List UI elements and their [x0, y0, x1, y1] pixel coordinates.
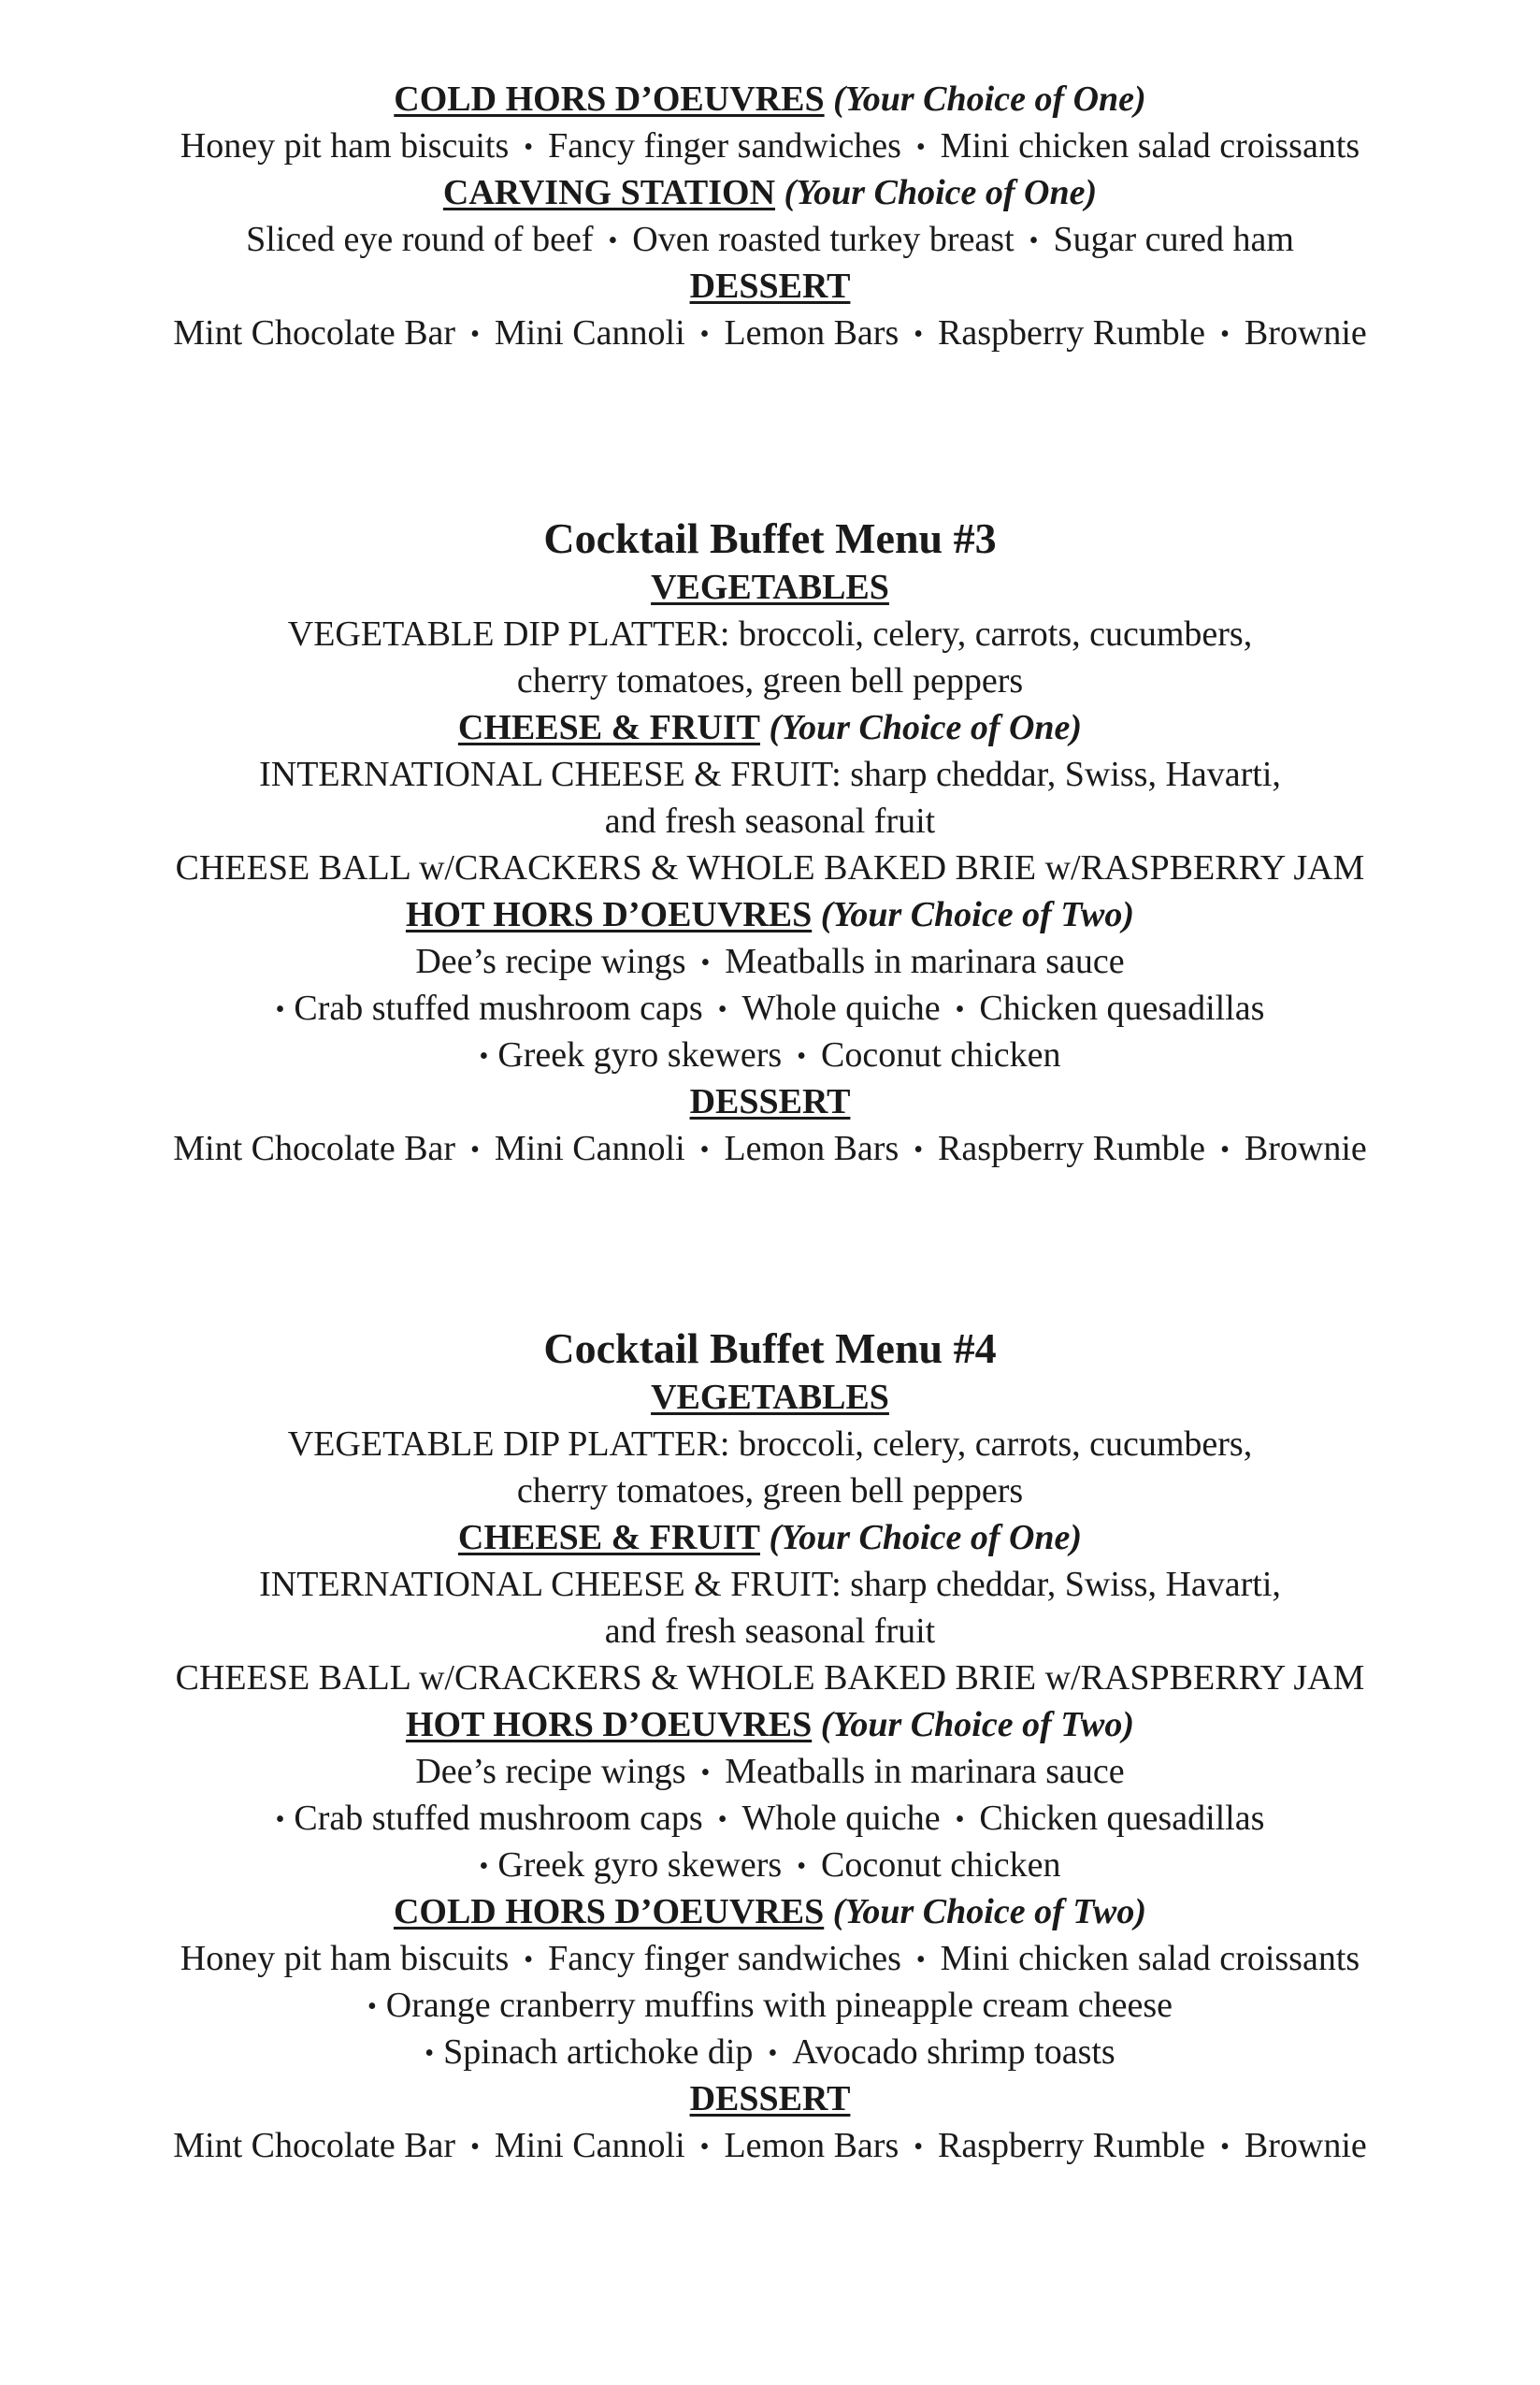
- bullet-icon: •: [717, 1805, 727, 1834]
- menu-item: Mini chicken salad croissants: [940, 1939, 1360, 1978]
- bullet-icon: •: [914, 320, 924, 349]
- bullet-icon: •: [479, 1042, 489, 1071]
- cheese-fruit-line: and fresh seasonal fruit: [604, 802, 936, 841]
- menu-item: Coconut chicken: [821, 1845, 1061, 1885]
- carving-items-row: [0, 217, 1540, 264]
- menu-3-title: Cocktail Buffet Menu #3: [543, 514, 997, 562]
- menu-item: Chicken quesadillas: [979, 989, 1265, 1028]
- menu-item: Honey pit ham biscuits: [180, 126, 510, 166]
- menu-item: Mint Chocolate Bar: [173, 2126, 456, 2165]
- hot-hors-items-row: [0, 986, 1540, 1033]
- dessert-items-row: [0, 311, 1540, 357]
- hot-hors-items-row: [0, 1843, 1540, 1889]
- bullet-icon: •: [1029, 226, 1039, 255]
- bullet-icon: •: [524, 1945, 534, 1974]
- bullet-icon: •: [524, 133, 534, 162]
- hot-hors-items-row: [0, 1033, 1540, 1079]
- section-heading: CHEESE & FRUIT: [457, 708, 760, 747]
- section-heading: DESSERT: [689, 267, 851, 306]
- bullet-icon: •: [914, 1135, 924, 1164]
- bullet-icon: •: [367, 1992, 377, 2021]
- menu-item: Lemon Bars: [724, 313, 900, 353]
- choice-note: (Your Choice of One): [769, 708, 1083, 747]
- menu-item: Whole quiche: [741, 989, 941, 1028]
- bullet-icon: •: [797, 1852, 807, 1881]
- menu-item: Raspberry Rumble: [938, 1129, 1206, 1168]
- menu-item: Spinach artichoke dip: [443, 2032, 754, 2072]
- menu-item: Sliced eye round of beef: [246, 220, 594, 259]
- menu-item: Chicken quesadillas: [979, 1799, 1265, 1838]
- menu-item: Meatballs in marinara sauce: [725, 1752, 1125, 1791]
- choice-note: (Your Choice of Two): [820, 1705, 1135, 1744]
- menu-item: Sugar cured ham: [1053, 220, 1294, 259]
- bullet-icon: •: [914, 2132, 924, 2161]
- menu-item: Meatballs in marinara sauce: [725, 942, 1125, 981]
- cheese-fruit-line: and fresh seasonal fruit: [604, 1612, 936, 1651]
- dessert-heading-row: [0, 264, 1540, 309]
- choice-note: (Your Choice of One): [833, 80, 1146, 119]
- vegetables-line: cherry tomatoes, green bell peppers: [516, 661, 1024, 701]
- bullet-icon: •: [1220, 1135, 1230, 1164]
- section-heading: CHEESE & FRUIT: [457, 1518, 760, 1557]
- menu-item: Crab stuffed mushroom caps: [294, 989, 703, 1028]
- bullet-icon: •: [275, 995, 285, 1024]
- menu-item: Mini Cannoli: [494, 313, 685, 353]
- bullet-icon: •: [699, 320, 710, 349]
- hot-hors-items-row: [0, 939, 1540, 986]
- cheese-fruit-heading-row: [0, 705, 1540, 750]
- bullet-icon: •: [470, 320, 480, 349]
- section-heading: COLD HORS D’OEUVRES: [394, 80, 825, 119]
- bullet-icon: •: [700, 1758, 711, 1787]
- bullet-icon: •: [955, 995, 965, 1024]
- menu-item: Dee’s recipe wings: [415, 1752, 686, 1791]
- menu-item: Greek gyro skewers: [497, 1035, 783, 1075]
- section-heading: HOT HORS D’OEUVRES: [405, 1705, 813, 1744]
- section-heading: VEGETABLES: [651, 568, 889, 607]
- bullet-icon: •: [275, 1805, 285, 1834]
- choice-note: (Your Choice of Two): [832, 1892, 1147, 1931]
- bullet-icon: •: [608, 226, 618, 255]
- menu-item: Raspberry Rumble: [938, 2126, 1206, 2165]
- menu-item: Crab stuffed mushroom caps: [294, 1799, 703, 1838]
- bullet-icon: •: [768, 2039, 778, 2068]
- section-heading: HOT HORS D’OEUVRES: [405, 895, 813, 934]
- menu-item: Oven roasted turkey breast: [632, 220, 1015, 259]
- menu-item: Lemon Bars: [724, 1129, 900, 1168]
- dessert-heading-row: [0, 2076, 1540, 2121]
- bullet-icon: •: [470, 1135, 480, 1164]
- menu-item: Dee’s recipe wings: [415, 942, 686, 981]
- section-heading: CARVING STATION: [442, 173, 776, 212]
- section-heading: COLD HORS D’OEUVRES: [393, 1892, 825, 1931]
- cold-hors-items-row: [0, 1983, 1540, 2030]
- menu-item: Orange cranberry muffins with pineapple cream cheese: [385, 1986, 1173, 2025]
- cold-hors-items-row: [0, 123, 1540, 170]
- bullet-icon: •: [425, 2039, 435, 2068]
- menu-item: Lemon Bars: [724, 2126, 900, 2165]
- menu-item: Brownie: [1244, 1129, 1367, 1168]
- carving-heading-row: [0, 170, 1540, 215]
- vegetables-line: VEGETABLE DIP PLATTER: broccoli, celery, carrots, cucumbers,: [287, 614, 1253, 654]
- vegetables-line: cherry tomatoes, green bell peppers: [516, 1471, 1024, 1510]
- section-heading: VEGETABLES: [651, 1378, 889, 1417]
- bullet-icon: •: [699, 2132, 710, 2161]
- menu-item: Brownie: [1244, 313, 1367, 353]
- hot-hors-heading-row: [0, 1702, 1540, 1747]
- menu-item: Honey pit ham biscuits: [180, 1939, 510, 1978]
- menu-item: Mint Chocolate Bar: [173, 1129, 456, 1168]
- bullet-icon: •: [470, 2132, 480, 2161]
- bullet-icon: •: [915, 133, 926, 162]
- choice-note: (Your Choice of One): [784, 173, 1098, 212]
- bullet-icon: •: [700, 948, 711, 977]
- menu-item: Coconut chicken: [821, 1035, 1061, 1075]
- menu-item: Avocado shrimp toasts: [792, 2032, 1115, 2072]
- bullet-icon: •: [717, 995, 727, 1024]
- bullet-icon: •: [915, 1945, 926, 1974]
- cold-hors-items-row: [0, 1936, 1540, 1983]
- bullet-icon: •: [1220, 320, 1230, 349]
- menu-item: Raspberry Rumble: [938, 313, 1206, 353]
- cheese-fruit-line: INTERNATIONAL CHEESE & FRUIT: sharp cheddar, Swiss, Havarti,: [259, 1565, 1281, 1604]
- menu-item: Mini chicken salad croissants: [940, 126, 1360, 166]
- cheese-fruit-line: CHEESE BALL w/CRACKERS & WHOLE BAKED BRIE w/RASPBERRY JAM: [175, 1658, 1365, 1698]
- section-heading: DESSERT: [689, 1082, 851, 1121]
- vegetables-heading-row: [0, 565, 1540, 610]
- choice-note: (Your Choice of One): [769, 1518, 1083, 1557]
- menu-item: Mint Chocolate Bar: [173, 313, 456, 353]
- hot-hors-items-row: [0, 1749, 1540, 1796]
- section-heading: DESSERT: [689, 2079, 851, 2118]
- menu-4-title: Cocktail Buffet Menu #4: [543, 1324, 997, 1372]
- menu-item: Mini Cannoli: [494, 2126, 685, 2165]
- cold-hors-items-row: [0, 2030, 1540, 2076]
- hot-hors-items-row: [0, 1796, 1540, 1843]
- bullet-icon: •: [797, 1042, 807, 1071]
- menu-item: Greek gyro skewers: [497, 1845, 783, 1885]
- bullet-icon: •: [699, 1135, 710, 1164]
- choice-note: (Your Choice of Two): [820, 895, 1135, 934]
- cheese-fruit-heading-row: [0, 1515, 1540, 1560]
- bullet-icon: •: [1220, 2132, 1230, 2161]
- menu-item: Fancy finger sandwiches: [548, 126, 901, 166]
- cold-hors-heading-row: [0, 1889, 1540, 1934]
- dessert-heading-row: [0, 1079, 1540, 1124]
- hot-hors-heading-row: [0, 892, 1540, 937]
- cold-hors-heading-row: [0, 77, 1540, 122]
- dessert-items-row: [0, 2123, 1540, 2170]
- vegetables-line: VEGETABLE DIP PLATTER: broccoli, celery, carrots, cucumbers,: [287, 1424, 1253, 1464]
- menu-item: Brownie: [1244, 2126, 1367, 2165]
- menu-item: Mini Cannoli: [494, 1129, 685, 1168]
- dessert-items-row: [0, 1126, 1540, 1173]
- bullet-icon: •: [955, 1805, 965, 1834]
- bullet-icon: •: [479, 1852, 489, 1881]
- menu-item: Fancy finger sandwiches: [548, 1939, 901, 1978]
- cheese-fruit-line: CHEESE BALL w/CRACKERS & WHOLE BAKED BRIE w/RASPBERRY JAM: [175, 848, 1365, 888]
- vegetables-heading-row: [0, 1375, 1540, 1420]
- cheese-fruit-line: INTERNATIONAL CHEESE & FRUIT: sharp cheddar, Swiss, Havarti,: [259, 755, 1281, 794]
- menu-item: Whole quiche: [741, 1799, 941, 1838]
